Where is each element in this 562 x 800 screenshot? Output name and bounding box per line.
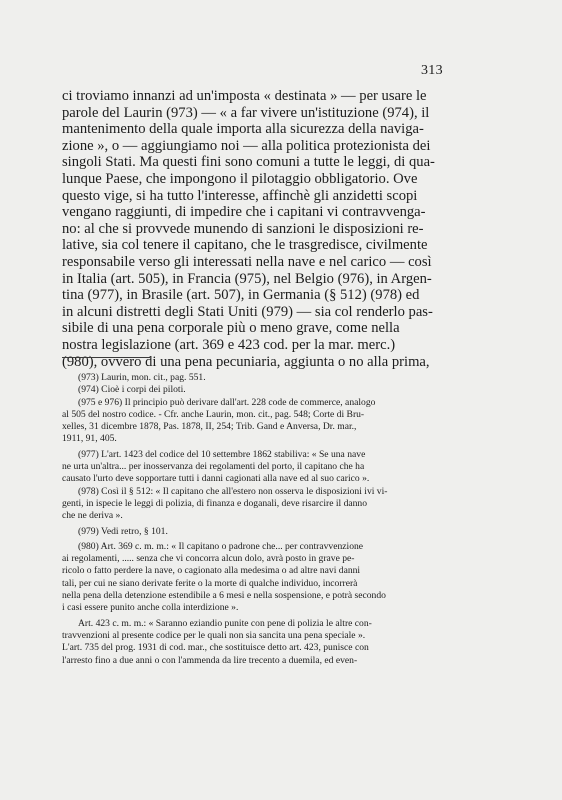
footnote-line: ai regolamenti, ..... senza che vi concorra alcun dolo, avrà posto in grave pe- — [62, 553, 355, 565]
footnote-line: (977) L'art. 1423 del codice del 10 settembre 1862 stabiliva: « Se una nave — [78, 448, 366, 460]
footnote-line: i casi essere punito anche colla interdizione ». — [62, 602, 239, 614]
footnote-line: al 505 del nostro codice. - Cfr. anche Laurin, mon. cit., pag. 548; Corte di Bru- — [62, 408, 365, 420]
footnote-line: 1911, 91, 405. — [62, 433, 117, 445]
text-line: sibile di una pena corporale più o meno grave, come nella — [62, 320, 400, 337]
text-line: lative, sia col tenere il capitano, che le trasgredisce, civilmente — [62, 237, 428, 254]
footnote-line: Art. 423 c. m. m.: « Saranno eziandio punite con pene di polizia le altre con- — [78, 617, 372, 629]
footnote-line: travvenzioni al presente codice per le quali non sia sancita una pena speciale ». — [62, 629, 366, 641]
text-line: zione », o — aggiungiamo noi — alla politica protezionista dei — [62, 137, 431, 154]
text-line: mantenimento della quale importa alla sicurezza della naviga- — [62, 121, 424, 138]
text-line: vengano raggiunti, di impedire che i capitani vi contravvenga- — [62, 204, 426, 221]
text-line: no: al che si provvede munendo di sanzioni le disposizioni re- — [62, 220, 424, 237]
footnote-line: (974) Cioè i corpi dei piloti. — [78, 384, 186, 396]
text-line: in alcuni distretti degli Stati Uniti (979) — sia col renderlo pas- — [62, 303, 433, 320]
text-line: lunque Paese, che impongono il pilotaggio obbligatorio. Ove — [62, 170, 418, 187]
footnote-line: xelles, 31 dicembre 1878, Pas. 1878, II, 254; Trib. Gand e Anversa, Dr. mar., — [62, 421, 357, 433]
text-line: responsabile verso gli interessati nella nave e nel carico — così — [62, 253, 432, 270]
footnote-line: ricolo o fatto perdere la nave, o cagionato alla medesima o ad altre navi danni — [62, 565, 361, 577]
footnote-line: che ne deriva ». — [62, 510, 123, 522]
footnote-line: L'art. 735 del prog. 1931 di cod. mar., che sostituisce detto art. 423, punisce con — [62, 642, 369, 654]
text-line: in Italia (art. 505), in Francia (975), nel Belgio (976), in Argen- — [62, 270, 432, 287]
text-line: nostra legislazione (art. 369 e 423 cod. per la mar. merc.) — [62, 336, 396, 353]
footnote-line: (979) Vedi retro, § 101. — [78, 525, 168, 537]
text-line: questo vige, si ha tutto l'interesse, affinchè gli anzidetti scopi — [62, 187, 418, 204]
main-text — [62, 88, 446, 370]
footnote-line: tali, per cui ne siano derivate ferite o la morte di qualche individuo, incorrerà — [62, 577, 358, 589]
footnote-line: nella pena della detenzione estendibile a 6 mesi e nella sospensione, e potrà secondo — [62, 590, 386, 602]
footnote-line: l'arresto fino a due anni o con l'ammenda da lire trecento a duemila, ed even- — [62, 654, 358, 666]
footnote-line: causato l'urto deve sopportare tutti i danni cagionati alla nave ed al suo carico ». — [62, 473, 370, 485]
footnote-line: (980) Art. 369 c. m. m.: « Il capitano o padrone che... per contravvenzione — [78, 540, 364, 552]
text-line: ci troviamo innanzi ad un'imposta « destinata » — per usare le — [62, 88, 427, 104]
footnote-line: genti, in ispecie le leggi di polizia, di finanza e doganali, deve risarcire il danno — [62, 497, 368, 509]
text-line: (980), ovvero di una pena pecuniaria, aggiunta o no alla prima, — [62, 353, 430, 370]
footnote-divider — [62, 357, 150, 358]
text-line: singoli Stati. Ma questi fini sono comuni a tutte le leggi, di qua- — [62, 154, 435, 171]
page-number: 313 — [421, 63, 443, 78]
footnotes — [62, 372, 450, 667]
footnote-line: ne urta un'altra... per inosservanza dei regolamenti del porto, il capitano che ha — [62, 461, 365, 473]
text-line: parole del Laurin (973) — « a far vivere un'istituzione (974), il — [62, 104, 430, 121]
footnote-line: (973) Laurin, mon. cit., pag. 551. — [78, 372, 206, 383]
footnote-line: (975 e 976) Il principio può derivare dall'art. 228 code de commerce, analogo — [78, 396, 376, 408]
text-line: tina (977), in Brasile (art. 507), in Germania (§ 512) (978) ed — [62, 287, 420, 304]
footnote-line: (978) Così il § 512: « Il capitano che all'estero non osserva le disposizioni ivi vi- — [78, 485, 388, 497]
